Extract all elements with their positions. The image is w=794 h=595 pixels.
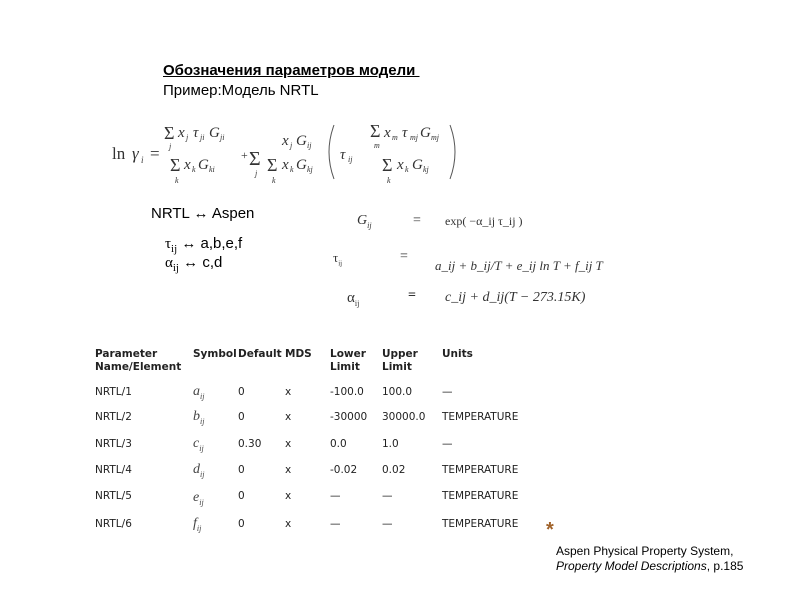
cell-mds: x (285, 411, 292, 423)
cell-mds: x (285, 464, 292, 476)
cell-name: NRTL/5 (95, 490, 132, 502)
header-upper-limit (382, 348, 418, 374)
reference-title: Property Model Descriptions (556, 559, 707, 573)
svg-text:x: x (282, 157, 289, 173)
relation-equals: = (400, 249, 408, 264)
svg-text:ln: ln (112, 144, 126, 163)
svg-text:Σ: Σ (370, 121, 381, 141)
header-lower-limit (330, 348, 366, 374)
cell-upper: 1.0 (382, 438, 399, 450)
cell-lower: 0.0 (330, 438, 347, 450)
svg-text:ij: ij (307, 141, 312, 150)
cell-upper: 0.02 (382, 464, 406, 476)
svg-text:+: + (241, 148, 248, 162)
cell-units: TEMPERATURE (442, 411, 519, 423)
svg-text:G: G (420, 125, 431, 141)
relation-lhs-sub: ij (354, 299, 360, 308)
svg-text:k: k (387, 176, 391, 185)
cell-name: NRTL/3 (95, 438, 132, 450)
svg-text:j: j (290, 141, 293, 150)
cell-lower: — (330, 518, 341, 530)
svg-text:Σ: Σ (382, 155, 393, 175)
nrtl-activity-equation (112, 115, 462, 190)
cell-units: TEMPERATURE (442, 518, 519, 530)
svg-text:x: x (282, 133, 289, 149)
cell-mds: x (285, 490, 292, 502)
svg-text:x: x (397, 157, 404, 173)
cell-name: NRTL/1 (95, 386, 132, 398)
symbol-letter: c (193, 436, 200, 451)
cell-upper: — (382, 490, 393, 502)
cell-name: NRTL/6 (95, 518, 132, 530)
relation-equals: = (408, 288, 416, 303)
header-symbol: Symbol (193, 348, 237, 360)
svg-text:k: k (175, 176, 179, 185)
svg-text:m: m (392, 133, 398, 142)
alpha-subscript: ij (172, 262, 179, 274)
reference-line-2 (556, 559, 743, 573)
svg-text:G: G (198, 157, 209, 173)
svg-text:G: G (296, 157, 307, 173)
svg-text:j: j (169, 142, 172, 151)
cell-default: 0 (238, 490, 245, 502)
cell-symbol (193, 490, 204, 507)
cell-default: 0 (238, 464, 245, 476)
alpha-symbol: α (165, 255, 173, 271)
symbol-letter: b (193, 409, 200, 424)
cell-symbol (193, 384, 204, 401)
svg-text:j: j (186, 133, 189, 142)
svg-text:m: m (374, 141, 380, 150)
header-line: Name/Element (95, 361, 182, 373)
cell-upper: 100.0 (382, 386, 413, 398)
reference-page: , p.185 (706, 559, 744, 573)
svg-text:G: G (412, 157, 423, 173)
symbol-letter: d (193, 462, 200, 477)
cell-mds: x (285, 386, 292, 398)
cell-upper: 30000.0 (382, 411, 426, 423)
alpha-params: c,d (202, 254, 223, 271)
cell-units: — (442, 438, 453, 450)
svg-text:=: = (150, 144, 160, 163)
svg-text:G: G (209, 125, 220, 141)
svg-text:τ: τ (193, 125, 199, 141)
svg-text:mj: mj (410, 133, 418, 142)
svg-text:ij: ij (348, 155, 353, 164)
symbol-sub: ij (199, 497, 204, 507)
svg-text:k: k (272, 176, 276, 185)
cell-default: 0 (238, 386, 245, 398)
cell-units: — (442, 386, 453, 398)
relation-rhs: exp( −α_ij τ_ij ) (445, 214, 523, 228)
svg-text:k: k (405, 165, 409, 174)
header-line: Limit (382, 361, 412, 373)
header-line: Upper (382, 348, 418, 360)
svg-text:Σ: Σ (249, 148, 261, 170)
header-mds: MDS (285, 348, 312, 360)
cell-units: TEMPERATURE (442, 464, 519, 476)
cell-symbol (193, 436, 204, 453)
cell-lower: -100.0 (330, 386, 364, 398)
svg-text:kj: kj (307, 165, 313, 174)
svg-text:G: G (296, 133, 307, 149)
cell-symbol (193, 516, 201, 533)
mapping-line-tau (165, 235, 242, 255)
cell-lower: -0.02 (330, 464, 358, 476)
reference-line-1: Aspen Physical Property System, (556, 544, 734, 558)
symbol-sub: ij (199, 443, 204, 453)
symbol-sub: ij (196, 523, 202, 533)
svg-text:Σ: Σ (170, 155, 181, 175)
cell-lower: — (330, 490, 341, 502)
svg-text:i: i (141, 155, 144, 165)
symbol-letter: a (193, 384, 200, 399)
cell-default: 0.30 (238, 438, 262, 450)
cell-units: TEMPERATURE (442, 490, 519, 502)
asterisk-icon: * (546, 519, 554, 541)
symbol-sub: ij (200, 469, 205, 479)
svg-text:τ: τ (402, 125, 408, 141)
cell-lower: -30000 (330, 411, 368, 423)
svg-text:mj: mj (431, 133, 439, 142)
symbol-sub: ij (200, 416, 205, 426)
svg-text:j: j (255, 169, 258, 178)
relation-lhs: α (347, 290, 355, 306)
svg-text:Σ: Σ (267, 155, 278, 175)
svg-text:x: x (184, 157, 191, 173)
relation-equals: = (413, 213, 421, 228)
header-default: Default (238, 348, 282, 360)
cell-symbol (193, 409, 204, 426)
relation-rhs: c_ij + d_ij(T − 273.15K) (445, 290, 586, 305)
tau-subscript: ij (171, 243, 178, 255)
tau-params: a,b,e,f (200, 235, 243, 252)
svg-text:x: x (178, 125, 185, 141)
relation-lhs-sub: ij (367, 220, 372, 230)
cell-name: NRTL/2 (95, 411, 132, 423)
svg-text:ki: ki (209, 165, 215, 174)
cell-symbol (193, 462, 204, 479)
double-arrow-icon: ↔ (183, 254, 199, 271)
header-line: Limit (330, 361, 360, 373)
slide-subtitle: Пример:Модель NRTL (163, 82, 319, 99)
svg-text:k: k (192, 165, 196, 174)
relation-lhs-sub: ij (338, 259, 343, 268)
relation-rhs: a_ij + b_ij/T + e_ij ln T + f_ij T (435, 258, 603, 273)
svg-text:kj: kj (423, 165, 429, 174)
cell-name: NRTL/4 (95, 464, 132, 476)
svg-text:Σ: Σ (164, 123, 175, 143)
cell-upper: — (382, 518, 393, 530)
equation-graphic (112, 115, 462, 190)
svg-text:γ: γ (132, 144, 139, 163)
svg-text:ji: ji (200, 133, 205, 142)
symbol-letter: e (193, 490, 200, 505)
tau-symbol: τ (165, 236, 172, 252)
header-parameter-name (95, 348, 181, 374)
relation-lhs: τ (333, 250, 339, 265)
cell-mds: x (285, 518, 292, 530)
mapping-title: NRTL ↔ Aspen (151, 205, 255, 222)
slide-title: Обозначения параметров модели (163, 62, 420, 79)
mapping-line-alpha (165, 254, 222, 274)
svg-text:x: x (384, 125, 391, 141)
cell-default: 0 (238, 411, 245, 423)
header-line: Parameter (95, 348, 158, 360)
symbol-letter: f (193, 516, 197, 531)
header-line: Lower (330, 348, 366, 360)
double-arrow-icon: ↔ (181, 235, 197, 252)
cell-default: 0 (238, 518, 245, 530)
svg-text:ji: ji (220, 133, 225, 142)
cell-mds: x (285, 438, 292, 450)
svg-text:k: k (290, 165, 294, 174)
header-units: Units (442, 348, 473, 360)
svg-text:τ: τ (340, 147, 346, 163)
relation-lhs: G (357, 213, 368, 228)
symbol-sub: ij (200, 391, 205, 401)
